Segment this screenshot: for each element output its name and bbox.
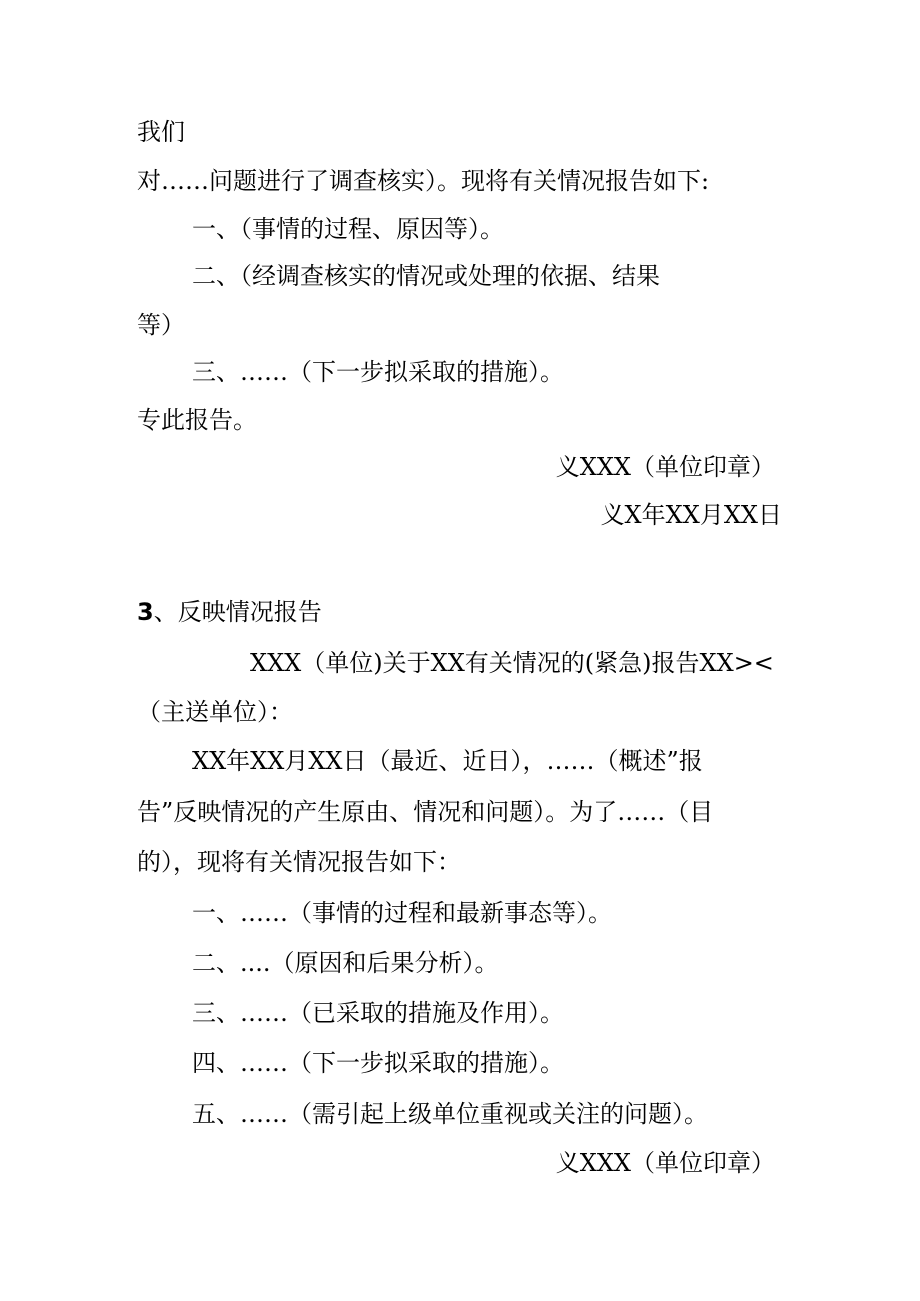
report-title: XXX（单位)关于XX有关情况的(紧急)报告XX>< — [250, 649, 774, 677]
list-item-1: 一、（事情的过程、原因等）。 — [192, 215, 504, 243]
list-item-2-line-2: 等） — [137, 311, 185, 339]
section-number: 3 — [137, 598, 154, 626]
signature: 义XXX（单位印章） — [555, 453, 775, 481]
report-item-4: 四、……（下一步拟采取的措施）。 — [192, 1049, 564, 1077]
section-heading — [137, 597, 322, 627]
list-item-2-line-1: 二、（经调查核实的情况或处理的依据、结果 — [192, 262, 660, 290]
report-item-5: 五、……（需引起上级单位重视或关注的问题）。 — [192, 1100, 708, 1128]
paragraph-line-1: XX年XX月XX日（最近、近日），……（概述”报 — [192, 747, 703, 775]
intro-line-2: 对……问题进行了调查核实）。现将有关情况报告如下: — [137, 167, 710, 195]
paragraph-line-3: 的），现将有关情况报告如下： — [137, 848, 461, 876]
date-line: 义X年XX月XX日 — [600, 501, 782, 529]
section-title: 、反映情况报告 — [153, 598, 322, 626]
closing-text: 专此报告。 — [137, 406, 257, 434]
intro-line-1: 我们 — [137, 118, 185, 146]
report-item-2: 二、....（原因和后果分析）。 — [192, 949, 499, 977]
paragraph-line-2: 告”反映情况的产生原由、情况和问题）。为了……（目 — [137, 798, 714, 826]
recipient-line: （主送单位）： — [137, 698, 293, 726]
report-signature: 义XXX（单位印章） — [555, 1149, 775, 1177]
report-item-1: 一、……（事情的过程和最新事态等）。 — [192, 899, 612, 927]
list-item-3: 三、……（下一步拟采取的措施）。 — [192, 358, 564, 386]
report-item-3: 三、……（已采取的措施及作用）。 — [192, 999, 564, 1027]
